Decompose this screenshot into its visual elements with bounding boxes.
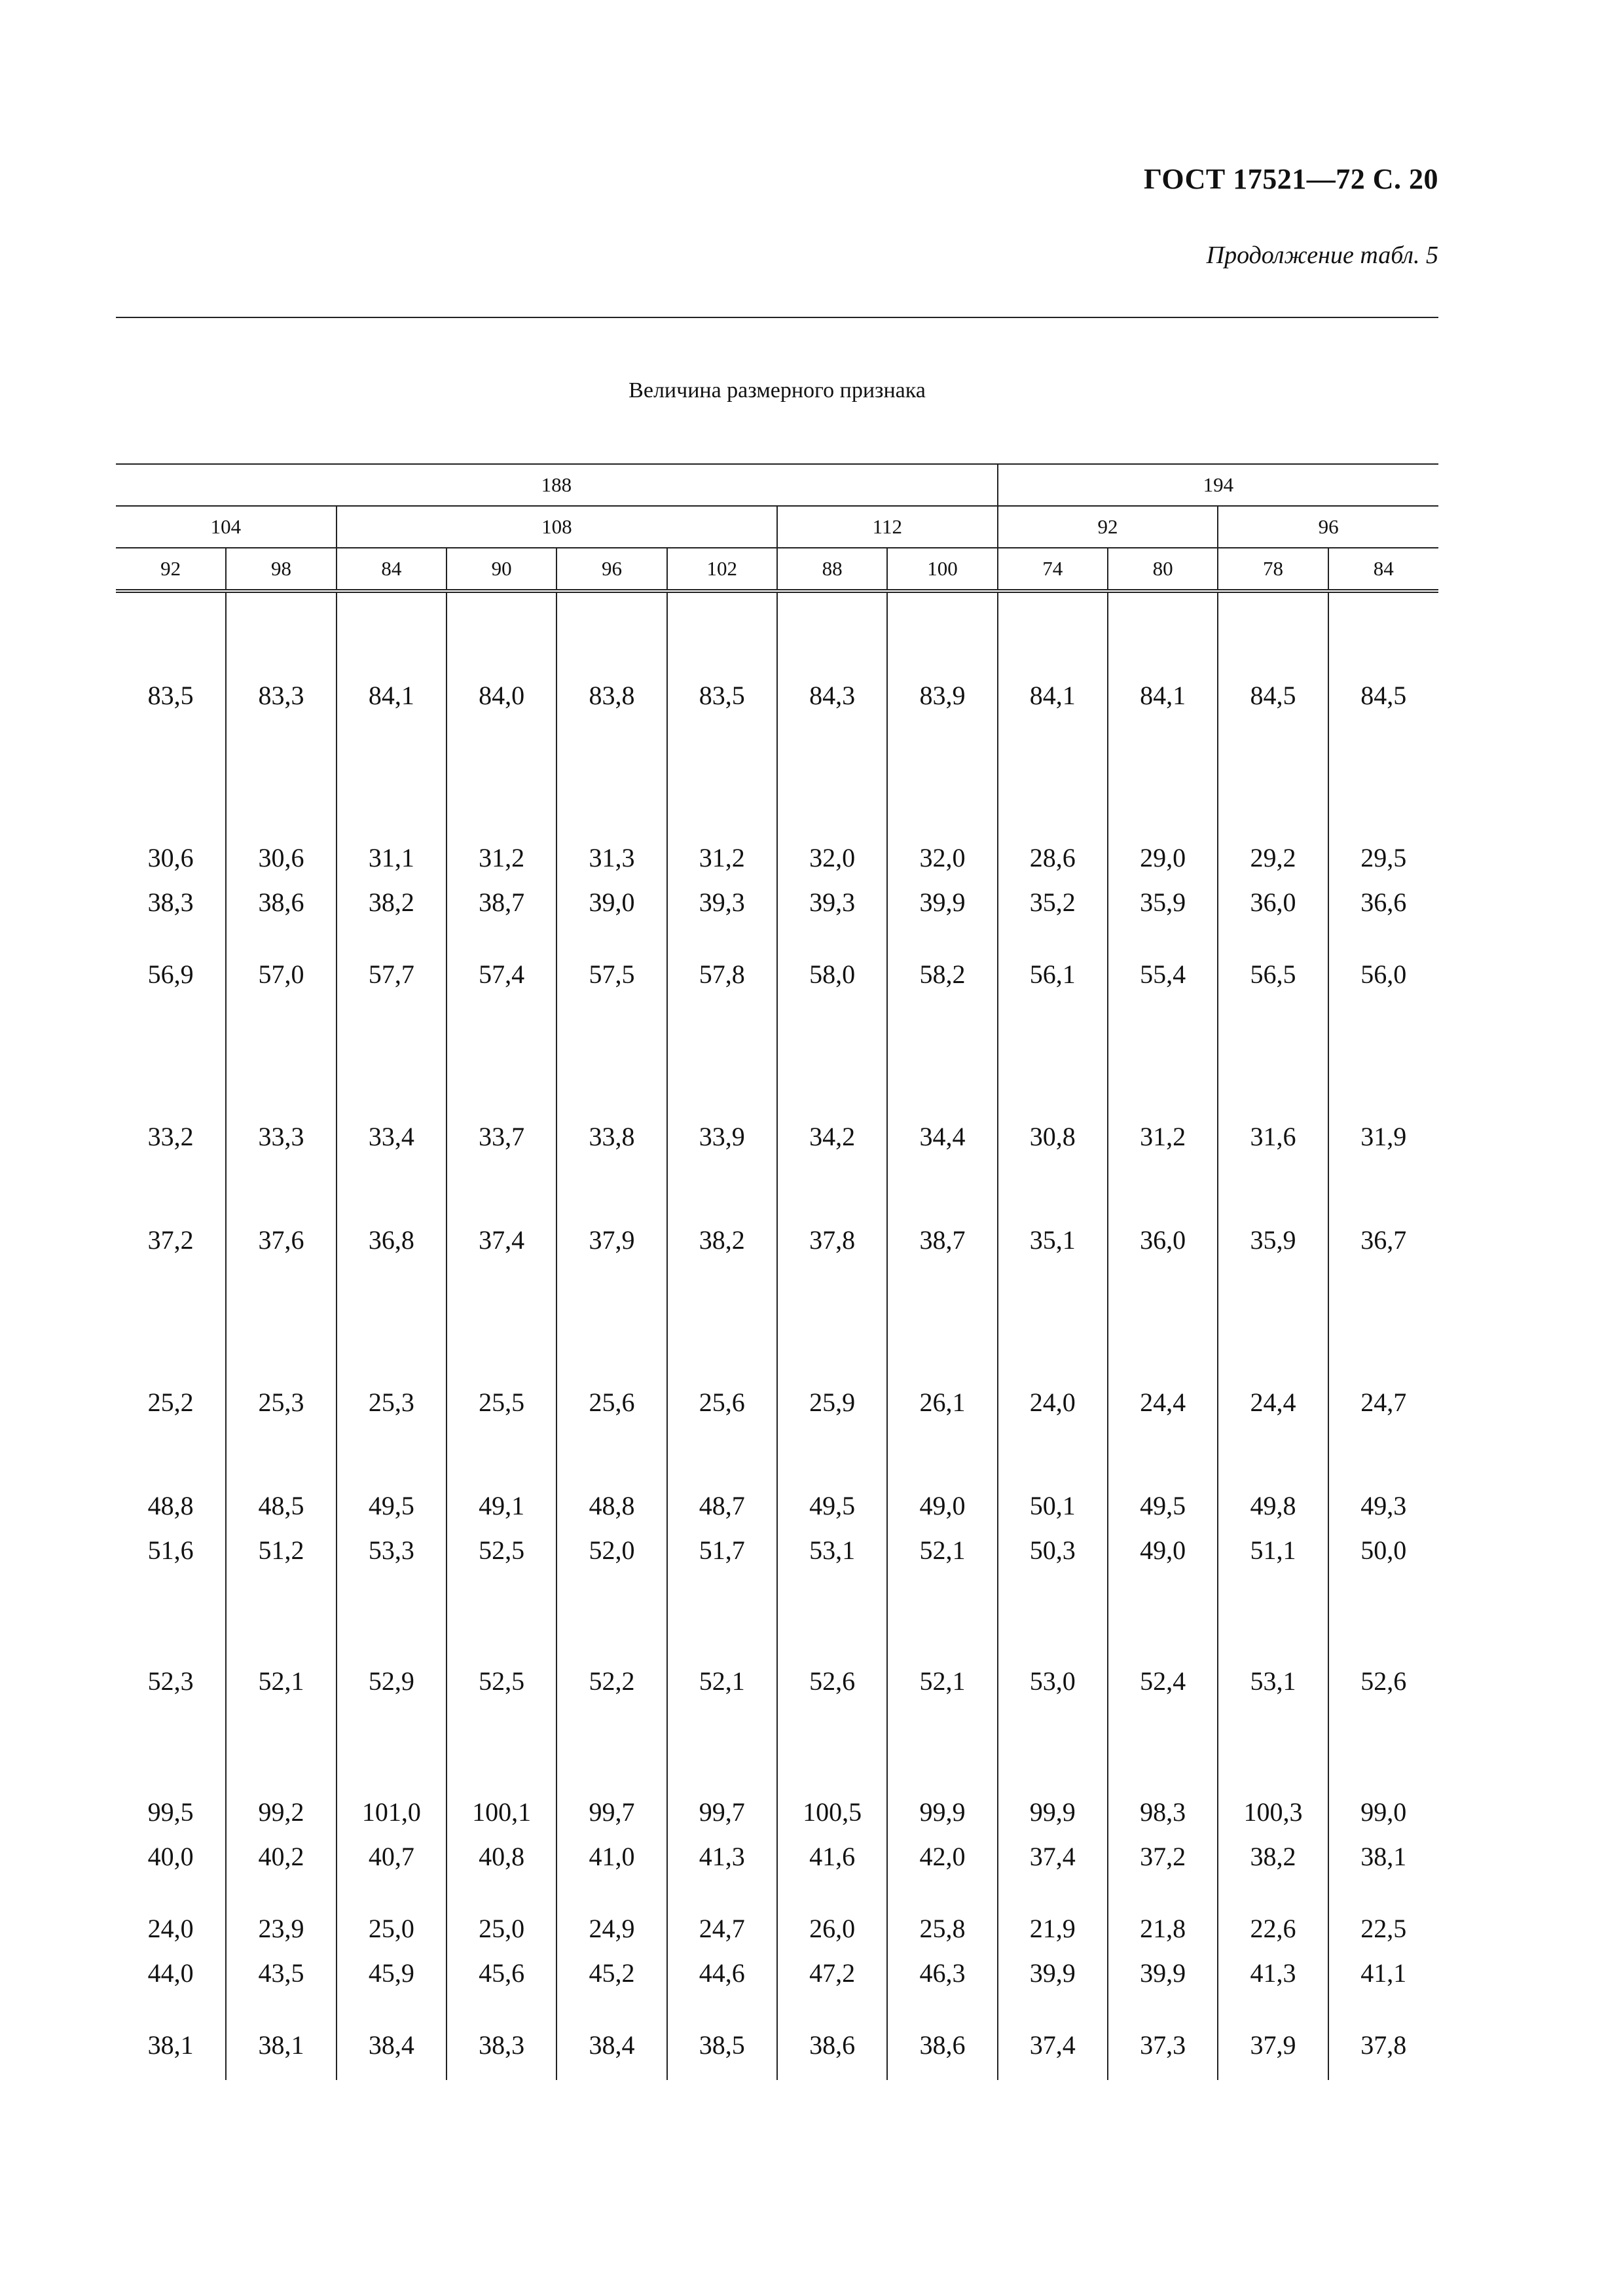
table-cell: 57,0	[226, 918, 336, 990]
table-cell: 58,2	[887, 918, 997, 990]
table-cell: 31,2	[447, 711, 556, 873]
table-continuation-note: Продолжение табл. 5	[1206, 242, 1438, 269]
table-cell: 24,4	[1218, 1255, 1328, 1418]
table-cell: 37,4	[998, 1988, 1108, 2080]
table-cell: 32,0	[887, 711, 997, 873]
table-cell: 99,9	[887, 1696, 997, 1827]
table-cell: 38,2	[1218, 1827, 1328, 1872]
table-cell: 101,0	[337, 1696, 447, 1827]
table-cell: 46,3	[887, 1944, 997, 1988]
table-cell: 38,7	[887, 1152, 997, 1255]
table-cell: 39,9	[998, 1944, 1108, 1988]
waist-header: 90	[447, 548, 556, 591]
table-cell: 33,2	[147, 1122, 194, 1151]
table-cell: 100,5	[777, 1696, 887, 1827]
table-row	[116, 1696, 1438, 1827]
header-row-chest	[116, 506, 1438, 548]
table-cell: 99,9	[998, 1696, 1108, 1827]
table-cell: 23,9	[226, 1872, 336, 1944]
table-cell: 49,8	[1218, 1418, 1328, 1521]
table-cell: 84,0	[447, 591, 556, 711]
table-cell: 35,9	[1218, 1152, 1328, 1255]
table-cell: 38,2	[337, 873, 447, 918]
table-cell: 38,3	[447, 1988, 556, 2080]
table-cell: 52,5	[447, 1566, 556, 1696]
table-cell: 37,9	[556, 1152, 666, 1255]
table-cell: 35,2	[998, 873, 1108, 918]
table-cell: 83,9	[887, 591, 997, 711]
table-cell: 40,0	[147, 1842, 194, 1871]
table-cell: 38,6	[226, 873, 336, 918]
table-cell: 21,9	[998, 1872, 1108, 1944]
table-cell: 24,7	[667, 1872, 777, 1944]
chest-header: 112	[777, 506, 998, 548]
table-cell: 31,2	[667, 711, 777, 873]
size-values-table	[116, 463, 1438, 2080]
table-cell: 51,1	[1218, 1521, 1328, 1566]
table-cell: 52,2	[556, 1566, 666, 1696]
table-cell: 41,3	[1218, 1944, 1328, 1988]
table-cell: 58,0	[777, 918, 887, 990]
table-cell: 53,1	[777, 1521, 887, 1566]
table-cell: 40,8	[447, 1827, 556, 1872]
table-cell: 26,0	[777, 1872, 887, 1944]
table-cell: 52,9	[337, 1566, 447, 1696]
table-row	[116, 1152, 1438, 1255]
table-cell: 37,8	[1328, 1988, 1438, 2080]
table-cell: 29,0	[1108, 711, 1218, 873]
table-cell: 57,7	[337, 918, 447, 990]
table-cell: 48,7	[667, 1418, 777, 1521]
table-cell: 28,6	[998, 711, 1108, 873]
table-cell: 38,1	[1328, 1827, 1438, 1872]
table-cell: 42,0	[887, 1827, 997, 1872]
chest-header: 108	[337, 506, 777, 548]
table-row	[116, 990, 1438, 1152]
table-cell: 56,0	[1328, 918, 1438, 990]
table-cell: 41,3	[667, 1827, 777, 1872]
table-row	[116, 1944, 1438, 1988]
table-cell: 83,8	[556, 591, 666, 711]
table-cell: 38,3	[147, 888, 194, 917]
table-cell: 36,6	[1328, 873, 1438, 918]
table-cell: 39,0	[556, 873, 666, 918]
table-cell: 98,3	[1108, 1696, 1218, 1827]
table-cell: 38,6	[887, 1988, 997, 2080]
table-cell: 37,6	[226, 1152, 336, 1255]
table-row	[116, 918, 1438, 990]
table-cell: 39,3	[667, 873, 777, 918]
table-cell: 52,6	[777, 1566, 887, 1696]
table-cell: 84,5	[1218, 591, 1328, 711]
table-cell: 99,2	[226, 1696, 336, 1827]
table-cell: 50,0	[1328, 1521, 1438, 1566]
waist-header: 78	[1218, 548, 1328, 591]
table-cell: 26,1	[887, 1255, 997, 1418]
table-cell: 84,1	[1108, 591, 1218, 711]
table-cell: 25,2	[147, 1388, 194, 1417]
table-cell: 50,3	[998, 1521, 1108, 1566]
table-cell: 83,3	[226, 591, 336, 711]
table-cell: 52,1	[887, 1521, 997, 1566]
table-caption: Величина размерного признака	[629, 378, 926, 403]
table-cell: 38,6	[777, 1988, 887, 2080]
waist-header: 74	[998, 548, 1108, 591]
table-cell: 44,6	[667, 1944, 777, 1988]
table-cell: 53,0	[998, 1566, 1108, 1696]
waist-header: 80	[1108, 548, 1218, 591]
table-cell: 31,3	[556, 711, 666, 873]
table-cell: 39,9	[1108, 1944, 1218, 1988]
table-cell: 99,7	[667, 1696, 777, 1827]
table-cell: 100,1	[447, 1696, 556, 1827]
table-cell: 56,9	[147, 960, 194, 989]
table-cell: 57,8	[667, 918, 777, 990]
table-cell: 56,1	[998, 918, 1108, 990]
table-cell: 25,3	[337, 1255, 447, 1418]
waist-header: 100	[887, 548, 997, 591]
table-cell: 45,9	[337, 1944, 447, 1988]
table-cell: 22,6	[1218, 1872, 1328, 1944]
chest-header: 104	[116, 506, 337, 548]
table-cell: 33,3	[226, 990, 336, 1152]
table-cell: 31,9	[1328, 990, 1438, 1152]
table-cell: 49,3	[1328, 1418, 1438, 1521]
table-cell: 38,7	[447, 873, 556, 918]
table-cell: 24,0	[147, 1914, 194, 1943]
table-body	[116, 591, 1438, 2080]
table-row	[116, 711, 1438, 873]
table-cell: 33,4	[337, 990, 447, 1152]
table-cell: 29,5	[1328, 711, 1438, 873]
table-cell: 99,5	[147, 1797, 194, 1827]
waist-header: 98	[226, 548, 336, 591]
table-cell: 25,6	[667, 1255, 777, 1418]
table-row	[116, 1255, 1438, 1418]
table-cell: 30,6	[147, 843, 194, 872]
chest-header: 92	[998, 506, 1218, 548]
table-row	[116, 1521, 1438, 1566]
table-cell: 32,0	[777, 711, 887, 873]
table-cell: 41,6	[777, 1827, 887, 1872]
table-cell: 36,7	[1328, 1152, 1438, 1255]
table-cell: 35,9	[1108, 873, 1218, 918]
table-cell: 52,3	[147, 1666, 194, 1696]
table-cell: 45,2	[556, 1944, 666, 1988]
table-cell: 37,2	[147, 1225, 194, 1255]
table-cell: 25,5	[447, 1255, 556, 1418]
table-cell: 25,9	[777, 1255, 887, 1418]
table-cell: 50,1	[998, 1418, 1108, 1521]
table-cell: 25,0	[447, 1872, 556, 1944]
table-cell: 34,2	[777, 990, 887, 1152]
table-cell: 53,1	[1218, 1566, 1328, 1696]
table-cell: 52,1	[226, 1566, 336, 1696]
table-cell: 84,1	[998, 591, 1108, 711]
table-cell: 35,1	[998, 1152, 1108, 1255]
header-row-height	[116, 464, 1438, 506]
table-cell: 37,2	[1108, 1827, 1218, 1872]
table-cell: 22,5	[1328, 1872, 1438, 1944]
table-cell: 36,8	[337, 1152, 447, 1255]
table-cell: 49,5	[777, 1418, 887, 1521]
table-cell: 49,1	[447, 1418, 556, 1521]
table-cell: 33,9	[667, 990, 777, 1152]
table-cell: 100,3	[1218, 1696, 1328, 1827]
waist-header: 84	[1328, 548, 1438, 591]
table-cell: 30,8	[998, 990, 1108, 1152]
table-cell: 40,2	[226, 1827, 336, 1872]
table-cell: 52,6	[1328, 1566, 1438, 1696]
table-cell: 38,1	[147, 2030, 194, 2060]
table-cell: 38,4	[556, 1988, 666, 2080]
table-row	[116, 1418, 1438, 1521]
table-cell: 31,1	[337, 711, 447, 873]
table-cell: 45,6	[447, 1944, 556, 1988]
table-cell: 52,0	[556, 1521, 666, 1566]
chest-header: 96	[1218, 506, 1438, 548]
table-cell: 48,8	[147, 1491, 194, 1520]
table-cell: 51,7	[667, 1521, 777, 1566]
table-row	[116, 1872, 1438, 1944]
table-cell: 44,0	[147, 1958, 194, 1988]
table-cell: 37,3	[1108, 1988, 1218, 2080]
table-cell: 52,5	[447, 1521, 556, 1566]
table-cell: 24,0	[998, 1255, 1108, 1418]
table-row	[116, 873, 1438, 918]
table-cell: 38,2	[667, 1152, 777, 1255]
table-cell: 38,4	[337, 1988, 447, 2080]
table-cell: 25,0	[337, 1872, 447, 1944]
table-cell: 57,5	[556, 918, 666, 990]
table-cell: 25,8	[887, 1872, 997, 1944]
table-row	[116, 1566, 1438, 1696]
table-cell: 41,0	[556, 1827, 666, 1872]
table-row	[116, 1988, 1438, 2080]
table-row	[116, 591, 1438, 711]
table-cell: 48,5	[226, 1418, 336, 1521]
table-cell: 37,8	[777, 1152, 887, 1255]
table-cell: 41,1	[1328, 1944, 1438, 1988]
table-cell: 38,1	[226, 1988, 336, 2080]
table-cell: 37,9	[1218, 1988, 1328, 2080]
table-cell: 37,4	[998, 1827, 1108, 1872]
table-cell: 25,6	[556, 1255, 666, 1418]
horizontal-rule	[116, 317, 1438, 318]
table-cell: 56,5	[1218, 918, 1328, 990]
table-cell: 99,7	[556, 1696, 666, 1827]
table-cell: 31,6	[1218, 990, 1328, 1152]
table-cell: 31,2	[1108, 990, 1218, 1152]
table-cell: 55,4	[1108, 918, 1218, 990]
table-cell: 49,5	[1108, 1418, 1218, 1521]
table-cell: 43,5	[226, 1944, 336, 1988]
waist-header: 92	[116, 548, 226, 591]
table-cell: 34,4	[887, 990, 997, 1152]
header-row-waist	[116, 548, 1438, 591]
table-cell: 30,6	[226, 711, 336, 873]
table-cell: 48,8	[556, 1418, 666, 1521]
table-cell: 24,4	[1108, 1255, 1218, 1418]
table-cell: 33,7	[447, 990, 556, 1152]
document-id: ГОСТ 17521—72 С. 20	[1143, 163, 1438, 195]
table-row	[116, 1827, 1438, 1872]
table-cell: 40,7	[337, 1827, 447, 1872]
table-cell: 83,5	[147, 681, 194, 710]
table-cell: 36,0	[1218, 873, 1328, 918]
table-cell: 49,5	[337, 1418, 447, 1521]
table-cell: 24,7	[1328, 1255, 1438, 1418]
table-cell: 39,3	[777, 873, 887, 918]
table-cell: 21,8	[1108, 1872, 1218, 1944]
table-cell: 83,5	[667, 591, 777, 711]
table-cell: 36,0	[1108, 1152, 1218, 1255]
waist-header: 102	[667, 548, 777, 591]
table-cell: 84,1	[337, 591, 447, 711]
table-cell: 33,8	[556, 990, 666, 1152]
table-cell: 57,4	[447, 918, 556, 990]
table-cell: 29,2	[1218, 711, 1328, 873]
table-cell: 52,1	[887, 1566, 997, 1696]
table-cell: 24,9	[556, 1872, 666, 1944]
table-cell: 25,3	[226, 1255, 336, 1418]
table-cell: 52,1	[667, 1566, 777, 1696]
table-cell: 49,0	[887, 1418, 997, 1521]
table-cell: 52,4	[1108, 1566, 1218, 1696]
table-cell: 39,9	[887, 873, 997, 918]
table-cell: 99,0	[1328, 1696, 1438, 1827]
table-cell: 38,5	[667, 1988, 777, 2080]
table-cell: 53,3	[337, 1521, 447, 1566]
height-header-188: 188	[116, 464, 998, 506]
height-header-194: 194	[998, 464, 1438, 506]
waist-header: 96	[556, 548, 666, 591]
table-cell: 51,6	[147, 1535, 194, 1565]
table-cell: 84,5	[1328, 591, 1438, 711]
table-cell: 84,3	[777, 591, 887, 711]
table-cell: 47,2	[777, 1944, 887, 1988]
table-cell: 37,4	[447, 1152, 556, 1255]
waist-header: 88	[777, 548, 887, 591]
table-cell: 51,2	[226, 1521, 336, 1566]
waist-header: 84	[337, 548, 447, 591]
table-cell: 49,0	[1108, 1521, 1218, 1566]
